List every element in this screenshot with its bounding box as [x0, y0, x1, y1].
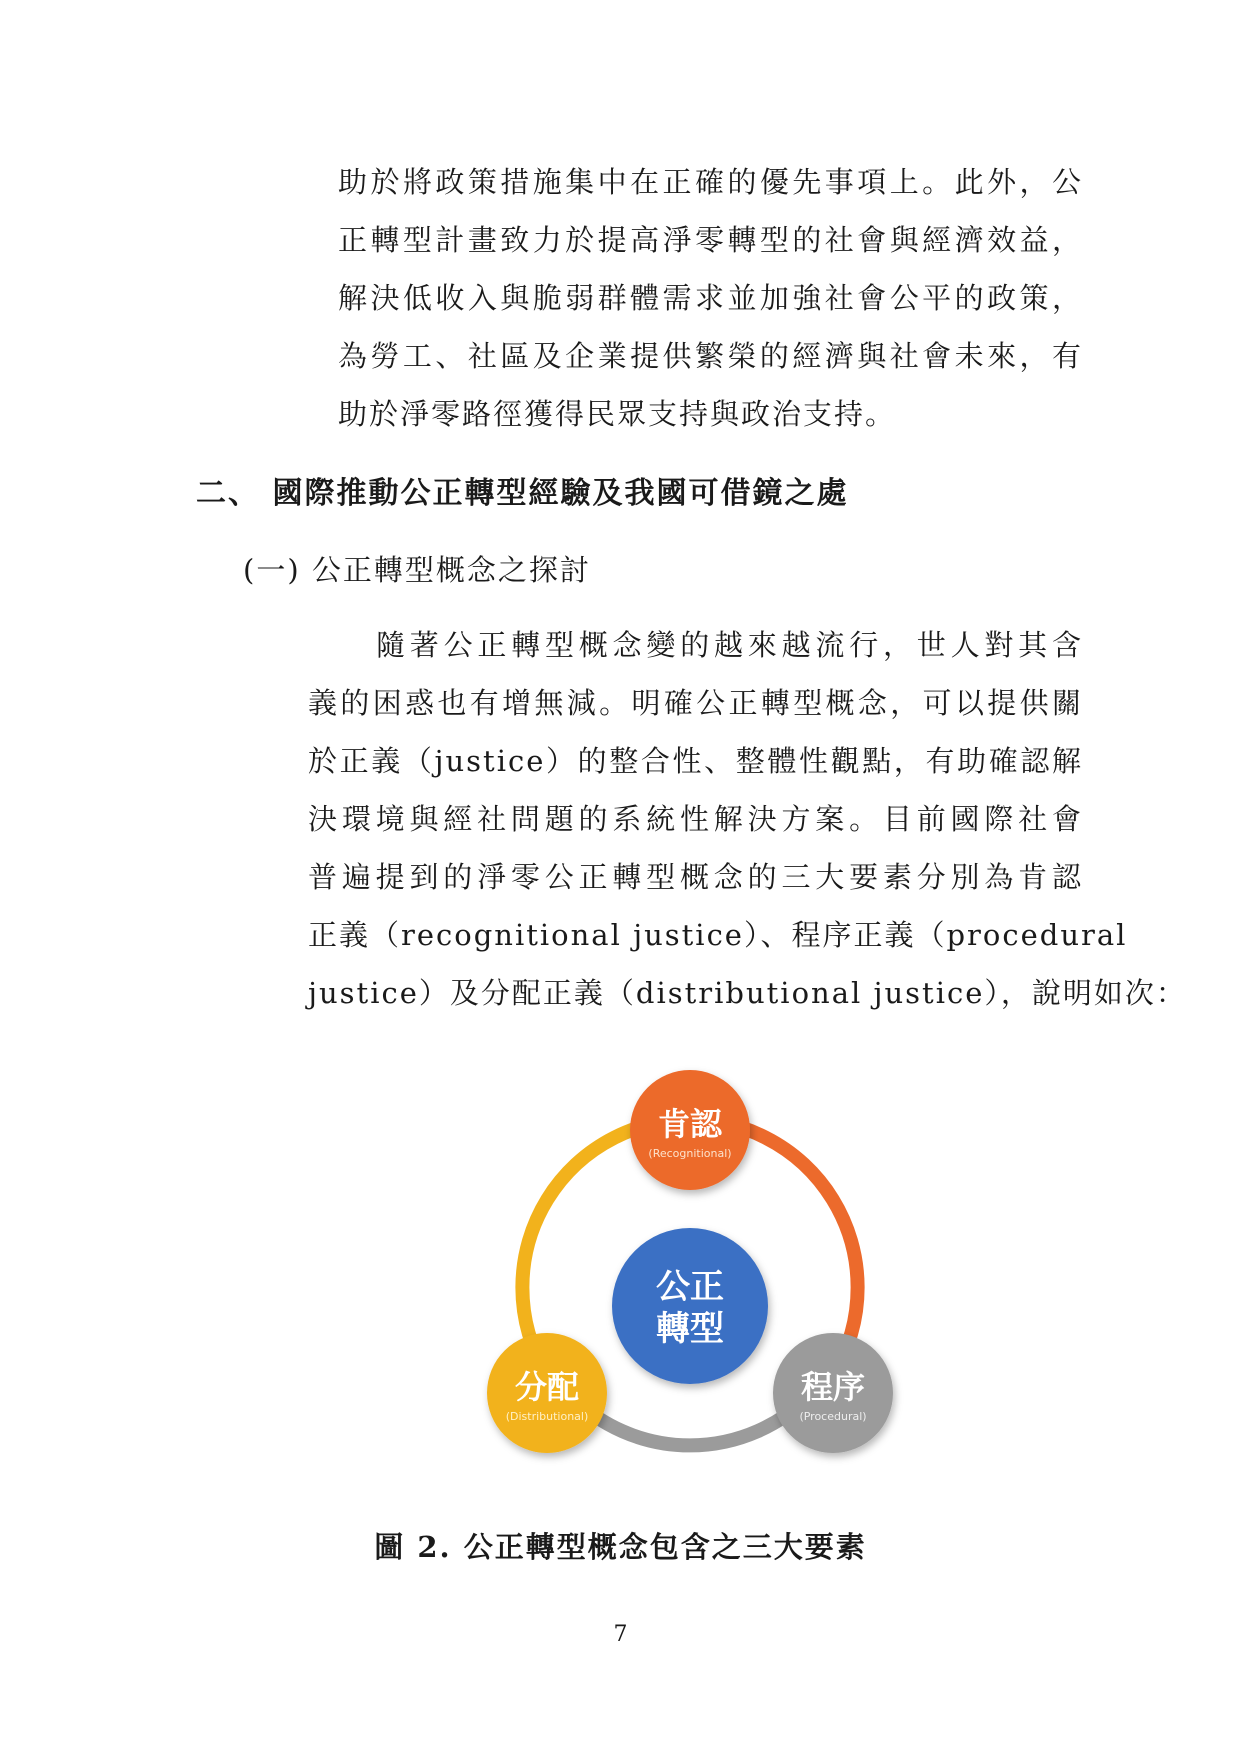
just-transition-diagram — [440, 1065, 940, 1505]
paragraph-line: 隨著公正轉型概念變的越來越流行，世人對其含 — [376, 628, 1083, 662]
center-label-line2: 轉型 — [656, 1309, 724, 1349]
recognitional-sublabel: (Recognitional) — [648, 1147, 732, 1160]
paragraph-line: justice）及分配正義（distributional justice），說明如次： — [308, 976, 1187, 1010]
distributional-node — [487, 1333, 607, 1453]
recognitional-label: 肯認 — [657, 1105, 723, 1143]
recognitional-node — [630, 1070, 750, 1190]
paragraph-line: 解決低收入與脆弱群體需求並加強社會公平的政策， — [338, 281, 1083, 315]
section-heading: 二、 國際推動公正轉型經驗及我國可借鏡之處 — [196, 476, 849, 511]
center-label-line1: 公正 — [656, 1267, 724, 1307]
intro-paragraph — [338, 153, 1083, 443]
paragraph-line: 為勞工、社區及企業提供繁榮的經濟與社會未來，有 — [338, 339, 1083, 373]
paragraph-line: 於正義（justice）的整合性、整體性觀點，有助確認解 — [308, 744, 1083, 778]
paragraph-line: 助於淨零路徑獲得民眾支持與政治支持。 — [338, 397, 897, 431]
paragraph-line: 助於將政策措施集中在正確的優先事項上。此外，公 — [338, 165, 1083, 199]
procedural-node — [773, 1333, 893, 1453]
page-number: 7 — [613, 1622, 628, 1647]
subsection-heading: (一) 公正轉型概念之探討 — [243, 553, 591, 587]
paragraph-line: 普遍提到的淨零公正轉型概念的三大要素分別為肯認 — [308, 860, 1083, 894]
procedural-label: 程序 — [800, 1368, 866, 1406]
body-paragraph — [308, 616, 1187, 1022]
distributional-label: 分配 — [514, 1368, 580, 1406]
distributional-sublabel: (Distributional) — [505, 1410, 589, 1423]
paragraph-line: 義的困惑也有增無減。明確公正轉型概念，可以提供關 — [308, 686, 1083, 720]
procedural-sublabel: (Procedural) — [799, 1410, 867, 1423]
paragraph-line: 決環境與經社問題的系統性解決方案。目前國際社會 — [308, 802, 1083, 836]
paragraph-line: 正義（recognitional justice）、程序正義（procedural — [308, 918, 1128, 952]
paragraph-line: 正轉型計畫致力於提高淨零轉型的社會與經濟效益， — [338, 223, 1083, 257]
figure-caption: 圖 2. 公正轉型概念包含之三大要素 — [374, 1530, 867, 1564]
center-node — [612, 1228, 768, 1384]
